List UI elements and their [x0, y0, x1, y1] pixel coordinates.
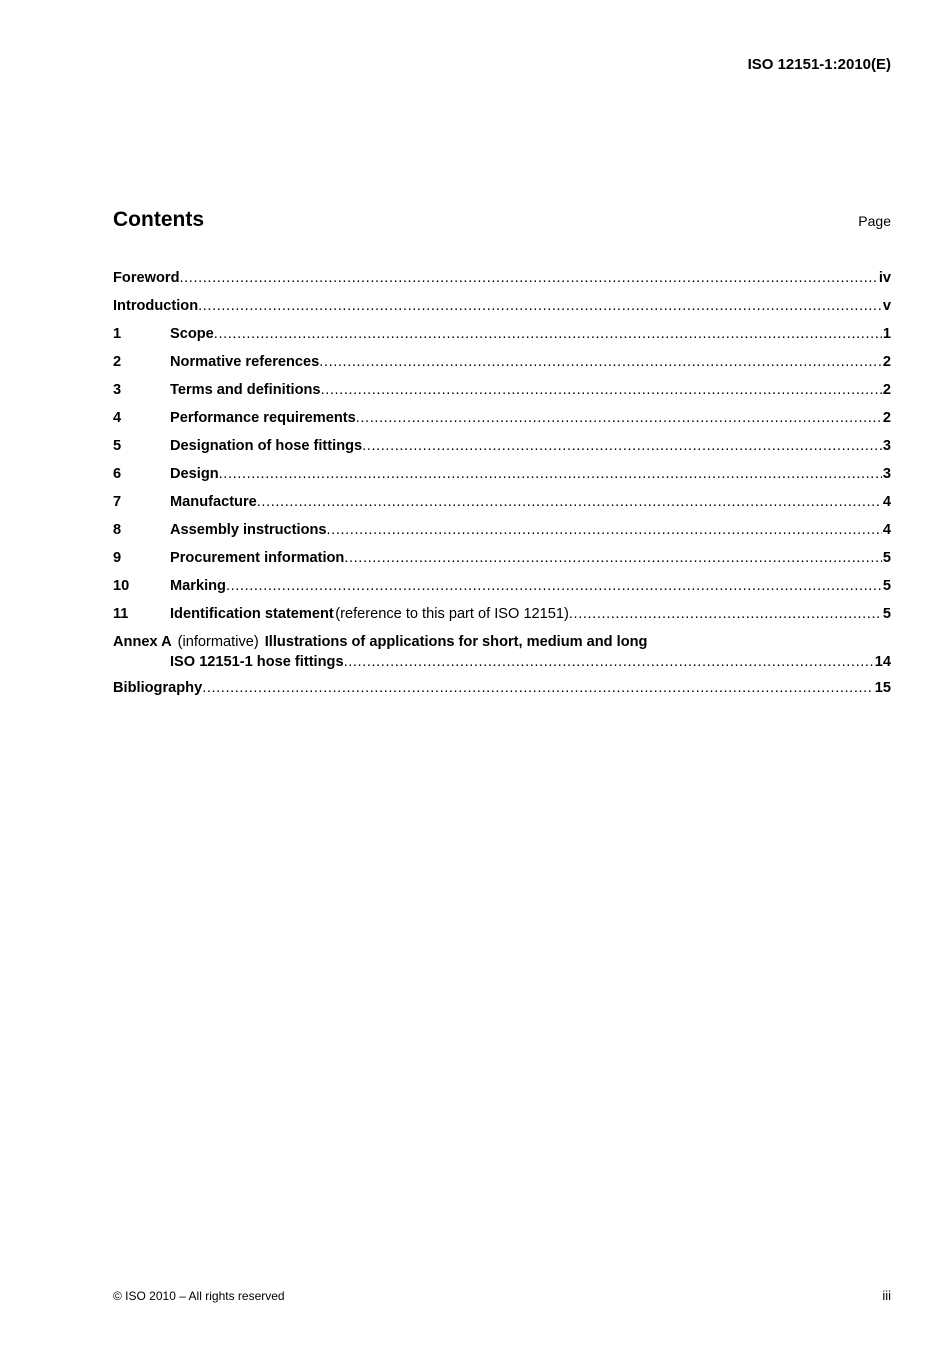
toc-entry-marking[interactable] [113, 576, 891, 604]
toc-entry-page: 2 [882, 410, 891, 426]
toc-entry-page: 4 [882, 522, 891, 538]
dot-leader [321, 380, 882, 400]
toc-entry-page: v [882, 298, 891, 314]
toc-entry-page: 14 [874, 654, 891, 670]
toc-entry-number: 9 [113, 550, 122, 566]
toc-entry-title: Normative references [170, 354, 320, 370]
annex-title-line2: ISO 12151-1 hose fittings [170, 654, 344, 670]
toc-entry-title: Manufacture [170, 494, 257, 510]
toc-entry-bibliography[interactable] [113, 678, 891, 706]
toc-entry-title: Assembly instructions [170, 522, 327, 538]
toc-entry-foreword[interactable] [113, 268, 891, 296]
toc-entry-title: Procurement information [170, 550, 345, 566]
toc-entry-page: 15 [874, 680, 891, 696]
dot-leader [319, 352, 882, 372]
toc-entry-title: Performance requirements [170, 410, 356, 426]
dot-leader [219, 464, 882, 484]
toc-entry-title: Identification statement [170, 606, 334, 622]
dot-leader [198, 296, 882, 316]
toc-entry-normative-references[interactable] [113, 352, 891, 380]
toc-entry-performance-requirements[interactable] [113, 408, 891, 436]
toc-entry-page: 4 [882, 494, 891, 510]
toc-entry-introduction[interactable] [113, 296, 891, 324]
dot-leader [356, 408, 882, 428]
toc-entry-number: 6 [113, 466, 122, 482]
toc-entry-page: 1 [882, 326, 891, 342]
toc-entry-annex-a[interactable] [113, 632, 891, 678]
dot-leader [362, 436, 882, 456]
toc-entry-page: 2 [882, 354, 891, 370]
toc-entry-number: 10 [113, 578, 130, 594]
contents-title: Contents [113, 208, 204, 231]
toc-entry-number: 7 [113, 494, 122, 510]
toc-entry-number: 1 [113, 326, 122, 342]
toc-entry-page: 5 [882, 550, 891, 566]
toc-entry-page: iv [878, 270, 891, 286]
dot-leader [226, 576, 882, 596]
toc-entry-page: 3 [882, 466, 891, 482]
dot-leader [257, 492, 882, 512]
annex-title-line1: Illustrations of applications for short, medium and long [264, 634, 648, 650]
toc-entry-number: 5 [113, 438, 122, 454]
toc-entry-number: 8 [113, 522, 122, 538]
toc-entry-number: 11 [113, 606, 129, 622]
dot-leader [202, 678, 874, 698]
toc-entry-title: Designation of hose fittings [170, 438, 363, 454]
toc-entry-title: Design [170, 466, 219, 482]
toc-entry-number: 2 [113, 354, 122, 370]
toc-entry-designation-of-hose-fittings[interactable] [113, 436, 891, 464]
toc-entry-number: 3 [113, 382, 122, 398]
dot-leader [569, 604, 882, 624]
toc-entry-terms-and-definitions[interactable] [113, 380, 891, 408]
table-of-contents [113, 268, 891, 706]
toc-entry-page: 3 [882, 438, 891, 454]
toc-entry-number: 4 [113, 410, 122, 426]
toc-entry-identification-statement[interactable] [113, 604, 891, 632]
toc-entry-title: Foreword [113, 270, 180, 286]
document-id: ISO 12151-1:2010(E) [747, 56, 891, 73]
annex-type: (informative) [177, 634, 259, 650]
toc-entry-title: Bibliography [113, 680, 203, 696]
contents-heading-row [113, 208, 891, 232]
toc-entry-design[interactable] [113, 464, 891, 492]
dot-leader [344, 548, 882, 568]
toc-entry-page: 5 [882, 606, 891, 622]
toc-entry-assembly-instructions[interactable] [113, 520, 891, 548]
dot-leader [344, 652, 874, 672]
dot-leader [327, 520, 882, 540]
toc-entry-qualifier: (reference to this part of ISO 12151) [335, 606, 569, 622]
annex-label: Annex A [113, 634, 172, 650]
dot-leader [214, 324, 882, 344]
toc-entry-title: Scope [170, 326, 214, 342]
toc-entry-title: Terms and definitions [170, 382, 321, 398]
toc-entry-title: Marking [170, 578, 226, 594]
toc-entry-scope[interactable] [113, 324, 891, 352]
toc-entry-page: 2 [882, 382, 891, 398]
page-column-label: Page [858, 213, 891, 229]
page-number: iii [882, 1288, 891, 1303]
copyright-notice: © ISO 2010 – All rights reserved [113, 1289, 285, 1303]
toc-entry-manufacture[interactable] [113, 492, 891, 520]
dot-leader [179, 268, 877, 288]
toc-entry-title: Introduction [113, 298, 199, 314]
toc-entry-page: 5 [882, 578, 891, 594]
toc-entry-procurement-information[interactable] [113, 548, 891, 576]
